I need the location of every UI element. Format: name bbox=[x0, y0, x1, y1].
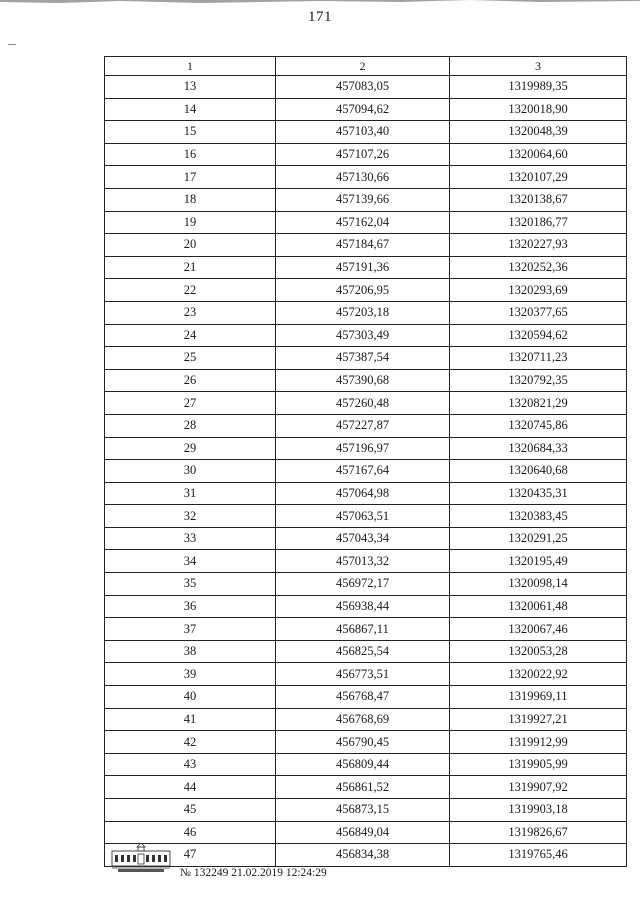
table-row bbox=[105, 527, 627, 550]
y-coordinate-cell: 1320640,68 bbox=[450, 460, 627, 483]
point-number-cell: 23 bbox=[105, 301, 276, 324]
table-row bbox=[105, 686, 627, 709]
table-row bbox=[105, 663, 627, 686]
y-coordinate-cell: 1319903,18 bbox=[450, 799, 627, 822]
x-coordinate-cell: 457387,54 bbox=[276, 347, 450, 370]
x-coordinate-cell: 456972,17 bbox=[276, 573, 450, 596]
x-coordinate-cell: 456790,45 bbox=[276, 731, 450, 754]
table-row bbox=[105, 392, 627, 415]
y-coordinate-cell: 1320053,28 bbox=[450, 640, 627, 663]
y-coordinate-cell: 1320252,36 bbox=[450, 256, 627, 279]
point-number-cell: 39 bbox=[105, 663, 276, 686]
y-coordinate-cell: 1319927,21 bbox=[450, 708, 627, 731]
y-coordinate-cell: 1320594,62 bbox=[450, 324, 627, 347]
x-coordinate-cell: 457063,51 bbox=[276, 505, 450, 528]
y-coordinate-cell: 1320711,23 bbox=[450, 347, 627, 370]
table-row bbox=[105, 234, 627, 257]
y-coordinate-cell: 1319989,35 bbox=[450, 76, 627, 99]
x-coordinate-cell: 456938,44 bbox=[276, 595, 450, 618]
y-coordinate-cell: 1320186,77 bbox=[450, 211, 627, 234]
point-number-cell: 36 bbox=[105, 595, 276, 618]
coordinates-table bbox=[104, 56, 627, 867]
table-row bbox=[105, 211, 627, 234]
x-coordinate-cell: 457162,04 bbox=[276, 211, 450, 234]
point-number-cell: 16 bbox=[105, 143, 276, 166]
x-coordinate-cell: 456825,54 bbox=[276, 640, 450, 663]
point-number-cell: 18 bbox=[105, 188, 276, 211]
x-coordinate-cell: 457130,66 bbox=[276, 166, 450, 189]
table-row bbox=[105, 640, 627, 663]
point-number-cell: 44 bbox=[105, 776, 276, 799]
y-coordinate-cell: 1320821,29 bbox=[450, 392, 627, 415]
x-coordinate-cell: 456834,38 bbox=[276, 844, 450, 867]
table-row bbox=[105, 505, 627, 528]
table-row bbox=[105, 369, 627, 392]
y-coordinate-cell: 1320293,69 bbox=[450, 279, 627, 302]
table-row bbox=[105, 347, 627, 370]
x-coordinate-cell: 456809,44 bbox=[276, 753, 450, 776]
y-coordinate-cell: 1319912,99 bbox=[450, 731, 627, 754]
point-number-cell: 22 bbox=[105, 279, 276, 302]
point-number-cell: 31 bbox=[105, 482, 276, 505]
y-coordinate-cell: 1320227,93 bbox=[450, 234, 627, 257]
point-number-cell: 35 bbox=[105, 573, 276, 596]
x-coordinate-cell: 457043,34 bbox=[276, 527, 450, 550]
x-coordinate-cell: 456849,04 bbox=[276, 821, 450, 844]
x-coordinate-cell: 457013,32 bbox=[276, 550, 450, 573]
point-number-cell: 19 bbox=[105, 211, 276, 234]
x-coordinate-cell: 457260,48 bbox=[276, 392, 450, 415]
table-row bbox=[105, 166, 627, 189]
table-row bbox=[105, 595, 627, 618]
y-coordinate-cell: 1319905,99 bbox=[450, 753, 627, 776]
x-coordinate-cell: 457303,49 bbox=[276, 324, 450, 347]
point-number-cell: 40 bbox=[105, 686, 276, 709]
y-coordinate-cell: 1319969,11 bbox=[450, 686, 627, 709]
table-row bbox=[105, 776, 627, 799]
table-row bbox=[105, 121, 627, 144]
table-row bbox=[105, 482, 627, 505]
table-row bbox=[105, 573, 627, 596]
y-coordinate-cell: 1320195,49 bbox=[450, 550, 627, 573]
y-coordinate-cell: 1320048,39 bbox=[450, 121, 627, 144]
x-coordinate-cell: 457083,05 bbox=[276, 76, 450, 99]
table-row bbox=[105, 437, 627, 460]
point-number-cell: 21 bbox=[105, 256, 276, 279]
table-row bbox=[105, 324, 627, 347]
table-row bbox=[105, 279, 627, 302]
point-number-cell: 24 bbox=[105, 324, 276, 347]
x-coordinate-cell: 457196,97 bbox=[276, 437, 450, 460]
registration-number: № 132249 21.02.2019 12:24:29 bbox=[180, 867, 327, 879]
y-coordinate-cell: 1319765,46 bbox=[450, 844, 627, 867]
point-number-cell: 17 bbox=[105, 166, 276, 189]
y-coordinate-cell: 1320067,46 bbox=[450, 618, 627, 641]
point-number-cell: 30 bbox=[105, 460, 276, 483]
y-coordinate-cell: 1320383,45 bbox=[450, 505, 627, 528]
table-row bbox=[105, 753, 627, 776]
page-number: 171 bbox=[308, 9, 332, 25]
point-number-cell: 33 bbox=[105, 527, 276, 550]
scan-edge-shadow bbox=[0, 0, 640, 6]
table-row bbox=[105, 301, 627, 324]
table-row bbox=[105, 460, 627, 483]
margin-mark bbox=[8, 44, 16, 45]
table-row bbox=[105, 618, 627, 641]
footer bbox=[110, 843, 510, 893]
column-header: 3 bbox=[450, 57, 627, 76]
y-coordinate-cell: 1320061,48 bbox=[450, 595, 627, 618]
y-coordinate-cell: 1320377,65 bbox=[450, 301, 627, 324]
y-coordinate-cell: 1319907,92 bbox=[450, 776, 627, 799]
x-coordinate-cell: 457191,36 bbox=[276, 256, 450, 279]
point-number-cell: 45 bbox=[105, 799, 276, 822]
point-number-cell: 38 bbox=[105, 640, 276, 663]
point-number-cell: 14 bbox=[105, 98, 276, 121]
table-row bbox=[105, 143, 627, 166]
table-row bbox=[105, 414, 627, 437]
y-coordinate-cell: 1320098,14 bbox=[450, 573, 627, 596]
table-row bbox=[105, 76, 627, 99]
x-coordinate-cell: 457167,64 bbox=[276, 460, 450, 483]
y-coordinate-cell: 1320291,25 bbox=[450, 527, 627, 550]
y-coordinate-cell: 1319826,67 bbox=[450, 821, 627, 844]
point-number-cell: 46 bbox=[105, 821, 276, 844]
y-coordinate-cell: 1320018,90 bbox=[450, 98, 627, 121]
column-header: 1 bbox=[105, 57, 276, 76]
y-coordinate-cell: 1320684,33 bbox=[450, 437, 627, 460]
point-number-cell: 27 bbox=[105, 392, 276, 415]
point-number-cell: 37 bbox=[105, 618, 276, 641]
x-coordinate-cell: 457184,67 bbox=[276, 234, 450, 257]
x-coordinate-cell: 456768,47 bbox=[276, 686, 450, 709]
x-coordinate-cell: 456861,52 bbox=[276, 776, 450, 799]
table-row bbox=[105, 708, 627, 731]
y-coordinate-cell: 1320064,60 bbox=[450, 143, 627, 166]
point-number-cell: 43 bbox=[105, 753, 276, 776]
point-number-cell: 28 bbox=[105, 414, 276, 437]
x-coordinate-cell: 457206,95 bbox=[276, 279, 450, 302]
table-row bbox=[105, 188, 627, 211]
point-number-cell: 34 bbox=[105, 550, 276, 573]
point-number-cell: 47 bbox=[105, 844, 276, 867]
point-number-cell: 20 bbox=[105, 234, 276, 257]
x-coordinate-cell: 456873,15 bbox=[276, 799, 450, 822]
y-coordinate-cell: 1320138,67 bbox=[450, 188, 627, 211]
registry-stamp-icon bbox=[110, 843, 172, 873]
x-coordinate-cell: 457390,68 bbox=[276, 369, 450, 392]
table-row bbox=[105, 821, 627, 844]
x-coordinate-cell: 456773,51 bbox=[276, 663, 450, 686]
point-number-cell: 25 bbox=[105, 347, 276, 370]
x-coordinate-cell: 457203,18 bbox=[276, 301, 450, 324]
point-number-cell: 41 bbox=[105, 708, 276, 731]
x-coordinate-cell: 457107,26 bbox=[276, 143, 450, 166]
coordinates-table-container bbox=[104, 56, 626, 867]
point-number-cell: 13 bbox=[105, 76, 276, 99]
x-coordinate-cell: 457064,98 bbox=[276, 482, 450, 505]
table-row bbox=[105, 799, 627, 822]
point-number-cell: 32 bbox=[105, 505, 276, 528]
y-coordinate-cell: 1320745,86 bbox=[450, 414, 627, 437]
table-header-row bbox=[105, 57, 627, 76]
y-coordinate-cell: 1320435,31 bbox=[450, 482, 627, 505]
x-coordinate-cell: 457227,87 bbox=[276, 414, 450, 437]
point-number-cell: 26 bbox=[105, 369, 276, 392]
x-coordinate-cell: 457139,66 bbox=[276, 188, 450, 211]
table-body bbox=[105, 76, 627, 867]
point-number-cell: 15 bbox=[105, 121, 276, 144]
point-number-cell: 29 bbox=[105, 437, 276, 460]
table-row bbox=[105, 98, 627, 121]
column-header: 2 bbox=[276, 57, 450, 76]
table-row bbox=[105, 256, 627, 279]
x-coordinate-cell: 457103,40 bbox=[276, 121, 450, 144]
y-coordinate-cell: 1320107,29 bbox=[450, 166, 627, 189]
y-coordinate-cell: 1320792,35 bbox=[450, 369, 627, 392]
y-coordinate-cell: 1320022,92 bbox=[450, 663, 627, 686]
table-row bbox=[105, 731, 627, 754]
x-coordinate-cell: 456867,11 bbox=[276, 618, 450, 641]
x-coordinate-cell: 457094,62 bbox=[276, 98, 450, 121]
x-coordinate-cell: 456768,69 bbox=[276, 708, 450, 731]
table-row bbox=[105, 550, 627, 573]
point-number-cell: 42 bbox=[105, 731, 276, 754]
